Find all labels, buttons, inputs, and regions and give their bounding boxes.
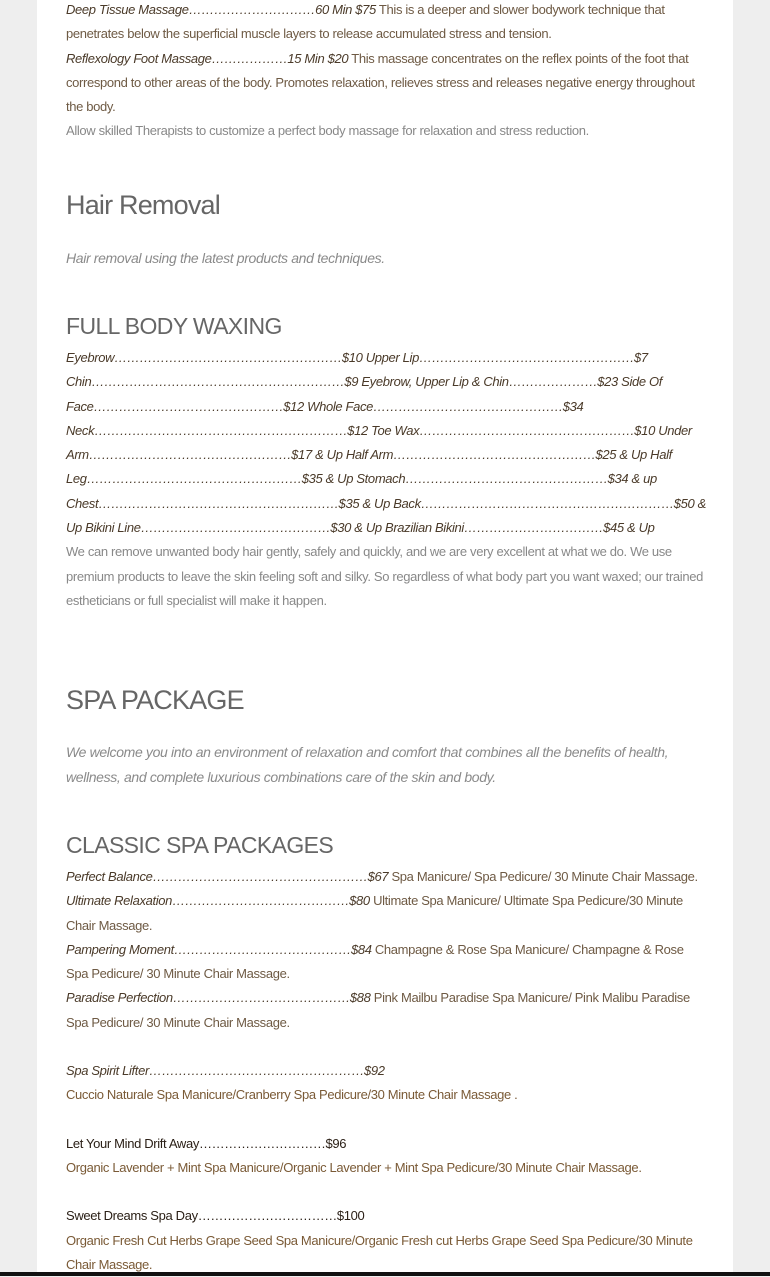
hair-removal-heading: Hair Removal bbox=[66, 190, 220, 220]
massage-closing: Allow skilled Therapists to customize a perfect body massage for relaxation and stress reduction. bbox=[66, 123, 589, 139]
ultimate-relaxation-title: Ultimate Relaxation……………………………………$80 bbox=[66, 893, 370, 909]
spacer bbox=[66, 1108, 708, 1132]
reflexology-title: Reflexology Foot Massage………………15 Min $20 bbox=[66, 50, 349, 66]
deep-tissue-desc: This is a deeper and slower bodywork technique that penetrates below the superficial muscle layers to release accumulated stress and tension. bbox=[66, 2, 665, 42]
pampering-moment-desc: Champagne & Rose Spa Manicure/ Champagne & Rose Spa Pedicure/ 30 Minute Chair Massage. bbox=[66, 941, 684, 982]
waxing-heading: FULL BODY WAXING bbox=[66, 313, 282, 339]
bottom-bar bbox=[0, 1272, 770, 1276]
sweet-dreams-title: Sweet Dreams Spa Day……………………………$100 bbox=[66, 1208, 365, 1224]
reflexology-desc: This massage concentrates on the reflex points of the foot that correspond to other areas of the body. Promotes relaxation, relieves stress and releases negative energy throughout the body. bbox=[66, 50, 695, 115]
reflexology-item bbox=[66, 47, 708, 120]
spa-spirit-item bbox=[66, 1059, 708, 1083]
deep-tissue-title: Deep Tissue Massage…………………………60 Min $75 bbox=[66, 2, 376, 17]
perfect-balance-desc: Spa Manicure/ Spa Pedicure/ 30 Minute Chair Massage. bbox=[388, 869, 698, 884]
ultimate-relaxation-item bbox=[66, 889, 708, 938]
spacer bbox=[66, 1035, 708, 1059]
mind-drift-title: Let Your Mind Drift Away…………………………$96 bbox=[66, 1135, 347, 1151]
spa-package-intro: We welcome you into an environment of relaxation and comfort that combines all the benefits of health, wellness, and complete luxurious combinations care of the skin and body. bbox=[66, 744, 669, 785]
hair-removal-intro: Hair removal using the latest products and techniques. bbox=[66, 250, 385, 266]
pampering-moment-title: Pampering Moment……………………………………$84 bbox=[66, 941, 372, 957]
waxing-price-text: Eyebrow………………………………………………$10 Upper Lip……………………………………………$7 Chin……………………………………………………$9 Eyebrow, Upper Lip & Chin…………………$23 Side Of Face………………………………………$12 Whole Face………………………………………$34 Neck……………………………………………………$12 Toe Wax……………………………………………$10 Under Arm…………………………………………$17 & Up Half Arm…………………………………………$25 & Up Half Leg……………………………………………$35 & Up Stomach…………………………………………$34 & up Chest…………………………………………………$35 & Up Back……………………………………………………$50 & Up Bikini Line………………………………………$30 & Up Brazilian Bikini……………………………$45 & Up bbox=[66, 350, 706, 536]
sweet-dreams-desc: Organic Fresh Cut Herbs Grape Seed Spa Manicure/Organic Fresh cut Herbs Grape Seed Spa Pedicure/30 Minute Chair Massage. bbox=[66, 1232, 693, 1272]
paradise-perfection-title: Paradise Perfection……………………………………$88 bbox=[66, 990, 371, 1006]
massage-section bbox=[66, 0, 708, 144]
spa-package-heading: SPA PACKAGE bbox=[66, 685, 244, 715]
deep-tissue-item bbox=[66, 0, 708, 47]
perfect-balance-item bbox=[66, 865, 708, 889]
waxing-description: We can remove unwanted body hair gently, safely and quickly, and we are very excellent at what we do. We use premium products to leave the skin feeling soft and silky. So regardless of what body part you want waxed; our trained estheticians or full specialist will make it happen. bbox=[66, 544, 703, 608]
waxing-price-list bbox=[66, 346, 708, 613]
spa-spirit-title: Spa Spirit Lifter……………………………………………$92 bbox=[66, 1063, 385, 1079]
mind-drift-desc: Organic Lavender + Mint Spa Manicure/Organic Lavender + Mint Spa Pedicure/30 Minute Chair Massage. bbox=[66, 1159, 642, 1175]
spa-spirit-desc: Cuccio Naturale Spa Manicure/Cranberry Spa Pedicure/30 Minute Chair Massage . bbox=[66, 1087, 518, 1103]
perfect-balance-title: Perfect Balance……………………………………………$67 bbox=[66, 869, 389, 884]
ultimate-relaxation-desc: Ultimate Spa Manicure/ Ultimate Spa Pedicure/30 Minute Chair Massage. bbox=[66, 893, 683, 933]
waxing-prices bbox=[66, 346, 708, 540]
paradise-perfection-item bbox=[66, 986, 708, 1035]
pampering-moment-item bbox=[66, 938, 708, 987]
content-card bbox=[37, 0, 733, 1272]
classic-list bbox=[66, 865, 708, 1277]
spacer bbox=[66, 1180, 708, 1204]
classic-heading: CLASSIC SPA PACKAGES bbox=[66, 832, 334, 858]
paradise-perfection-desc: Pink Mailbu Paradise Spa Manicure/ Pink Malibu Paradise Spa Pedicure/ 30 Minute Chair Massage. bbox=[66, 990, 690, 1030]
